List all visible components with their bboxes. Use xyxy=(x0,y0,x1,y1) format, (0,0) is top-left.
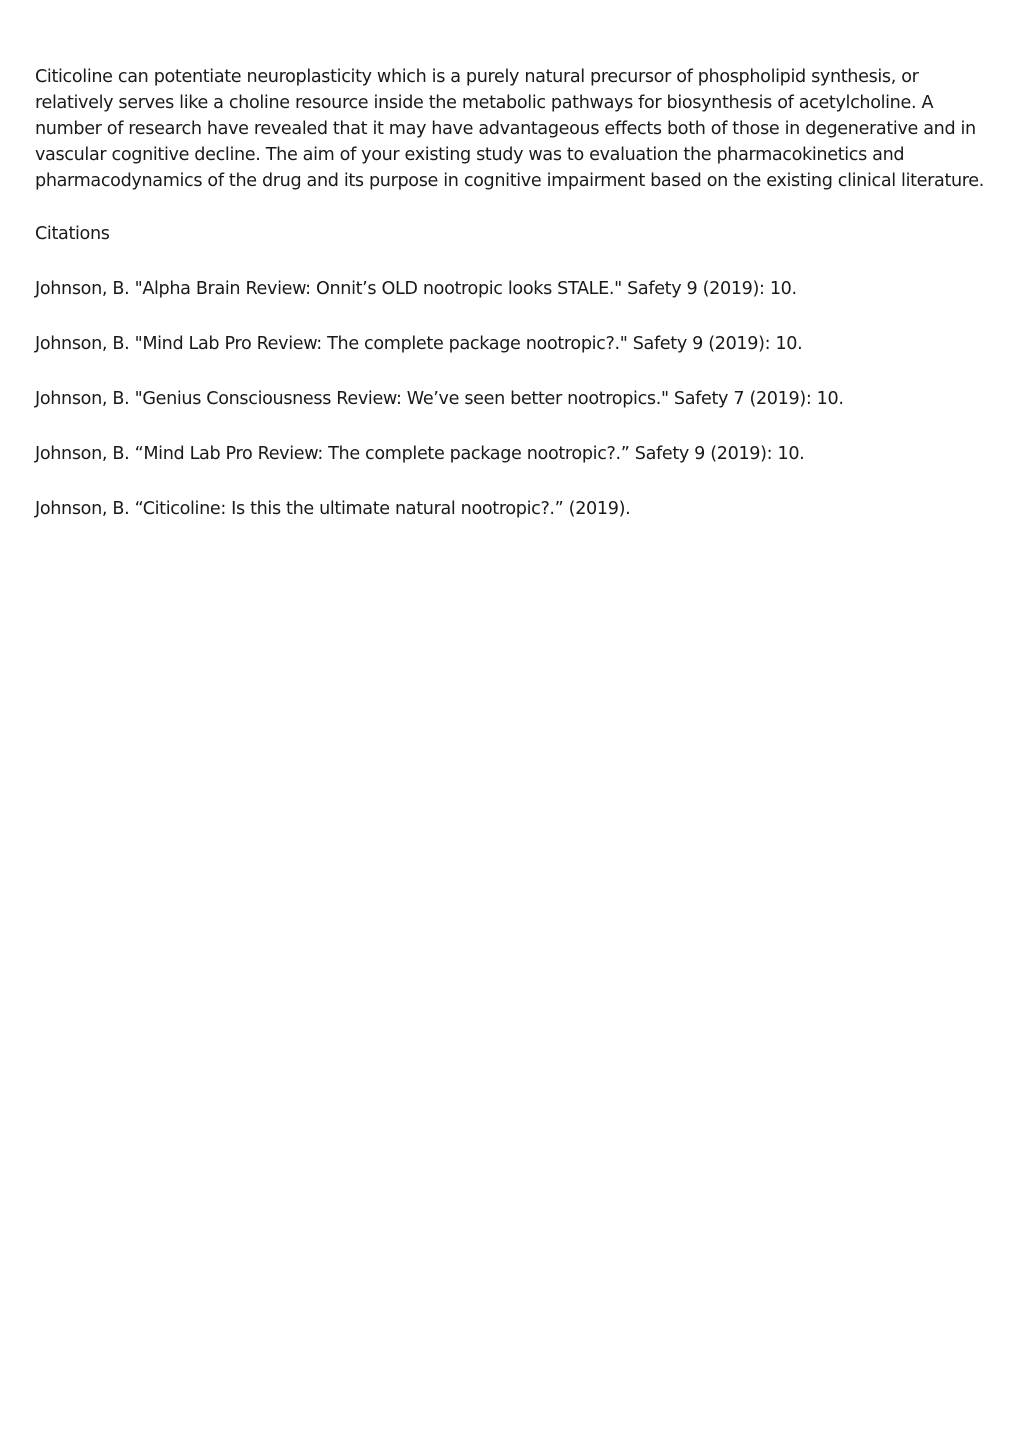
citation-item: Johnson, B. "Alpha Brain Review: Onnit’s OLD nootropic looks STALE." Safety 9 (2019): 10. xyxy=(35,279,797,299)
citation-item: Johnson, B. "Mind Lab Pro Review: The complete package nootropic?." Safety 9 (2019): 10. xyxy=(35,334,803,354)
citation-item: Johnson, B. “Citicoline: Is this the ultimate natural nootropic?.” (2019). xyxy=(35,499,631,519)
citation-item: Johnson, B. “Mind Lab Pro Review: The complete package nootropic?.” Safety 9 (2019): 10. xyxy=(35,444,805,464)
intro-paragraph: Citicoline can potentiate neuroplasticity which is a purely natural precursor of phospholipid synthesis, or relatively serves like a choline resource inside the metabolic pathways for biosynthesis of acetylcholine. A number of research have revealed that it may have advantageous effects both of those in degenerative and in vascular cognitive decline. The aim of your existing study was to evaluation the pharmacokinetics and pharmacodynamics of the drug and its purpose in cognitive impairment based on the existing clinical literature. xyxy=(35,67,985,191)
document-page xyxy=(35,64,995,522)
citation-item: Johnson, B. "Genius Consciousness Review: We’ve seen better nootropics." Safety 7 (2019): 10. xyxy=(35,389,844,409)
citations-heading: Citations xyxy=(35,224,110,244)
